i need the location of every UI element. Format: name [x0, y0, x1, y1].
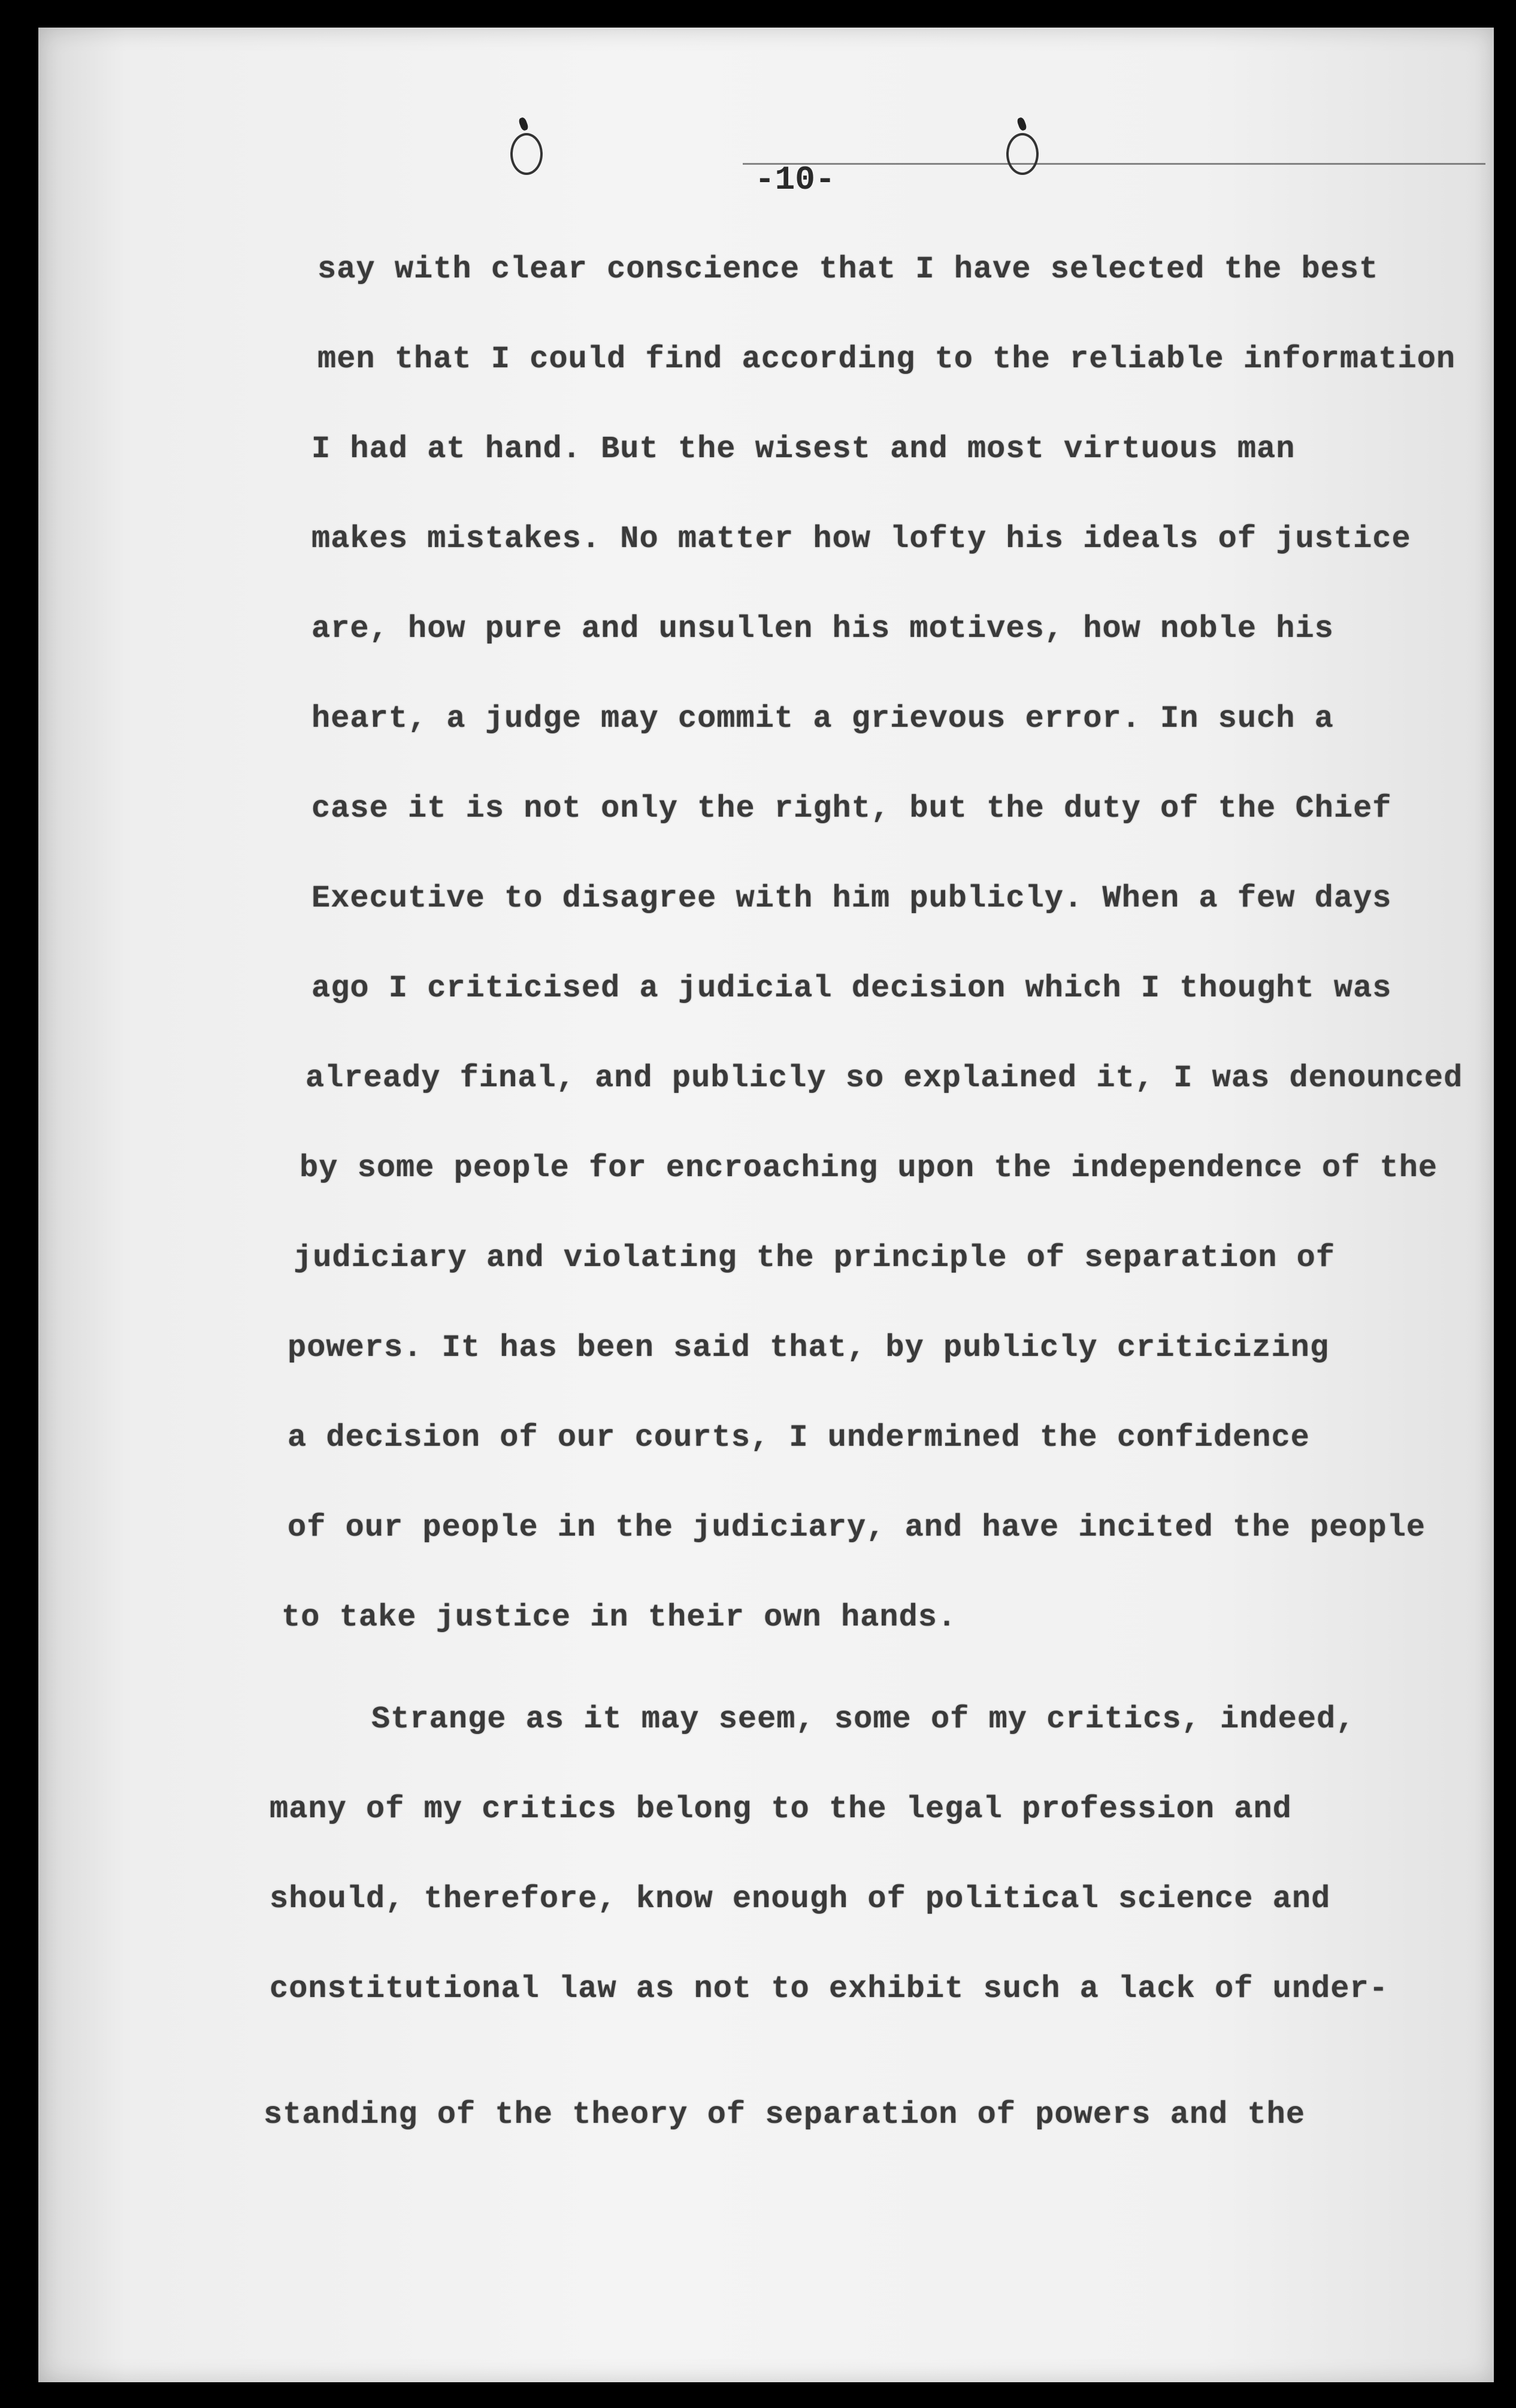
text-line: a decision of our courts, I undermined the confidence: [288, 1420, 1310, 1455]
text-line: powers. It has been said that, by publicly criticizing: [288, 1330, 1330, 1365]
page-number: -10-: [755, 161, 836, 199]
text-line: of our people in the judiciary, and have incited the people: [288, 1510, 1426, 1545]
text-line: ago I criticised a judicial decision which I thought was: [311, 971, 1392, 1006]
text-line: to take justice in their own hands.: [282, 1600, 957, 1635]
text-line: are, how pure and unsullen his motives, how noble his: [311, 611, 1334, 646]
text-line: many of my critics belong to the legal profession and: [270, 1791, 1292, 1827]
text-line: say with clear conscience that I have selected the best: [317, 252, 1379, 287]
text-line: makes mistakes. No matter how lofty his ideals of justice: [311, 521, 1411, 557]
text-line: already final, and publicly so explained it, I was denounced: [305, 1061, 1463, 1096]
text-line: I had at hand. But the wisest and most virtuous man: [311, 431, 1296, 467]
text-line: by some people for encroaching upon the independence of the: [299, 1150, 1438, 1186]
text-line: Executive to disagree with him publicly. When a few days: [311, 881, 1392, 916]
typewritten-page: [38, 28, 1494, 2382]
punch-hole-left: [510, 133, 543, 175]
text-line: heart, a judge may commit a grievous error. In such a: [311, 701, 1334, 736]
text-line: constitutional law as not to exhibit such a lack of under-: [270, 1971, 1388, 2007]
text-line: men that I could find according to the reliable information: [317, 342, 1456, 377]
text-line: judiciary and violating the principle of separation of: [293, 1240, 1336, 1276]
punch-hole-right: [1006, 133, 1039, 175]
top-edge-line: [743, 163, 1485, 165]
text-line: case it is not only the right, but the duty of the Chief: [311, 791, 1392, 826]
text-line: should, therefore, know enough of political science and: [270, 1881, 1331, 1917]
text-line: standing of the theory of separation of powers and the: [264, 2097, 1306, 2132]
text-line: Strange as it may seem, some of my critics, indeed,: [371, 1702, 1355, 1737]
